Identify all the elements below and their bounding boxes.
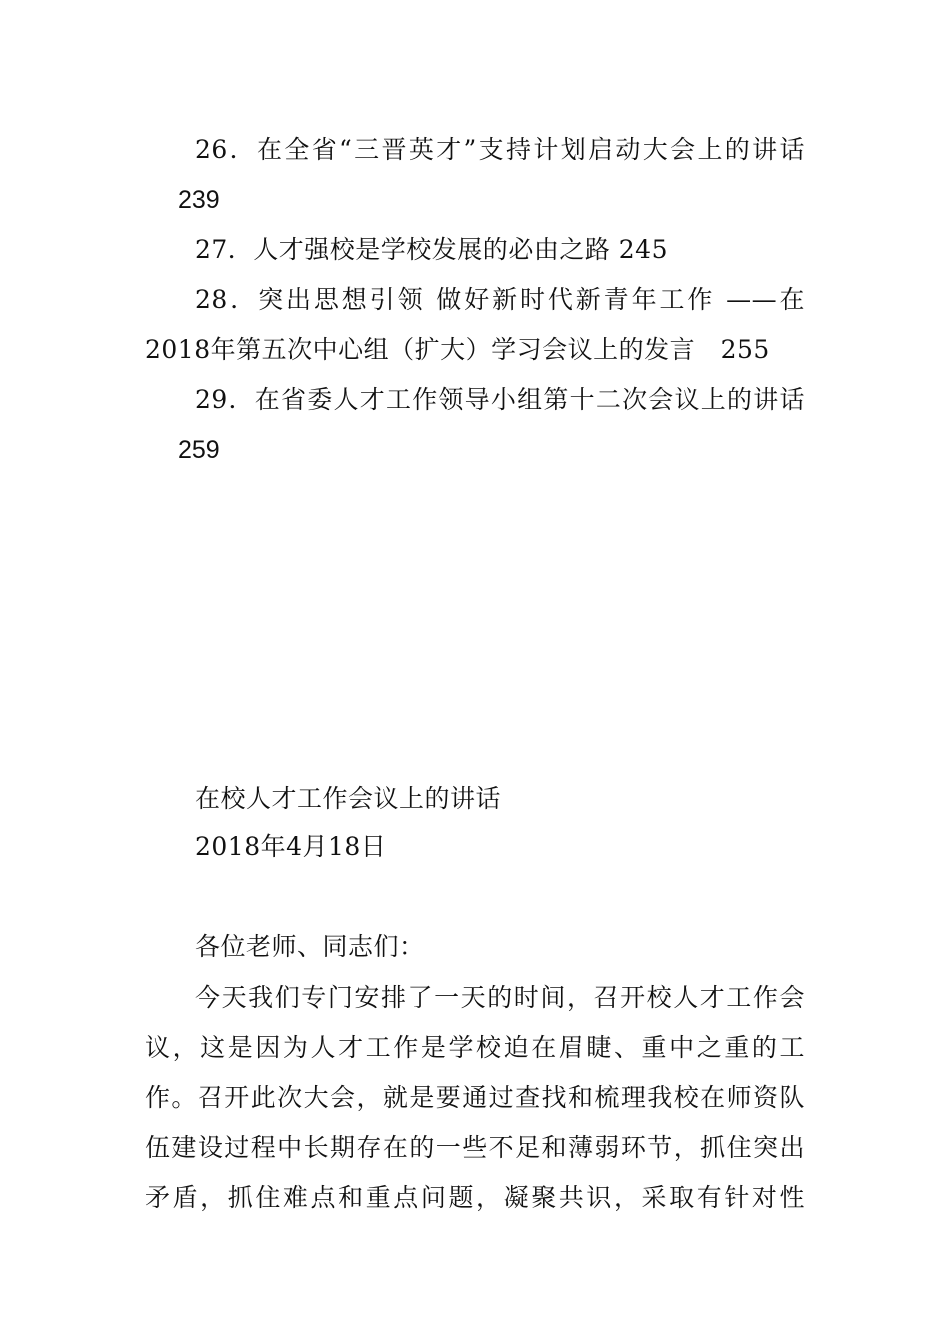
toc-entry-27: 27．人才强校是学校发展的必由之路 245	[195, 235, 668, 264]
toc-entry-29-page: 259	[178, 436, 220, 464]
toc-entry-29: 29．在省委人才工作领导小组第十二次会议上的讲话	[195, 385, 805, 414]
speech-title: 在校人才工作会议上的讲话	[195, 784, 502, 813]
speech-date: 2018年4月18日	[195, 832, 387, 861]
body-line: 矛盾，抓住难点和重点问题，凝聚共识，采取有针对性	[145, 1183, 805, 1212]
toc-entry-26-page: 239	[178, 186, 220, 214]
body-line: 议，这是因为人才工作是学校迫在眉睫、重中之重的工	[145, 1033, 805, 1062]
body-line: 今天我们专门安排了一天的时间，召开校人才工作会	[195, 983, 805, 1012]
speech-salutation: 各位老师、同志们：	[195, 932, 425, 961]
body-line: 伍建设过程中长期存在的一些不足和薄弱环节，抓住突出	[145, 1133, 805, 1162]
toc-entry-28-line2: 2018年第五次中心组（扩大）学习会议上的发言 255	[145, 335, 770, 364]
body-line: 作。召开此次大会，就是要通过查找和梳理我校在师资队	[145, 1083, 805, 1112]
toc-entry-28-line1: 28．突出思想引领 做好新时代新青年工作 ——在	[195, 285, 805, 314]
toc-entry-26: 26．在全省“三晋英才”支持计划启动大会上的讲话	[195, 135, 805, 164]
